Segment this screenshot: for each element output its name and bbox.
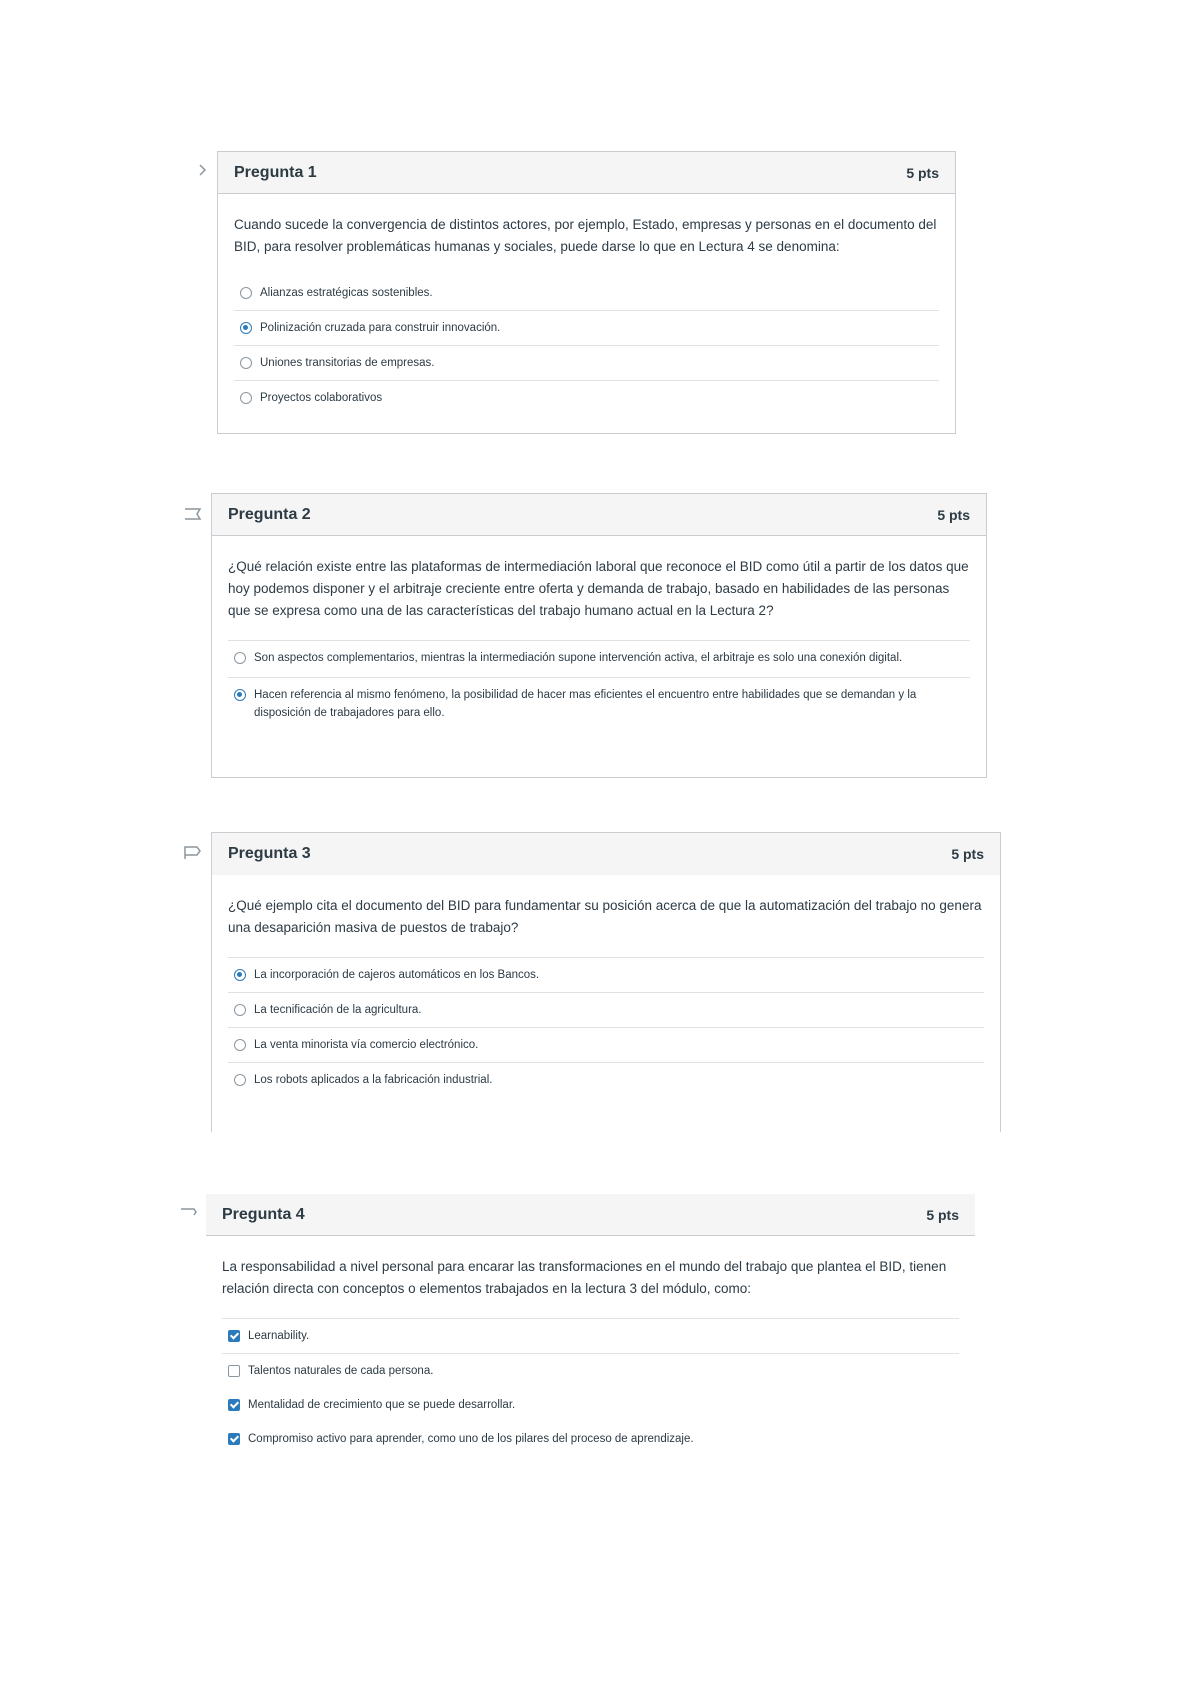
question-2 [211,493,987,778]
radio-button[interactable] [234,1004,246,1016]
radio-button[interactable] [234,652,246,664]
radio-button-selected[interactable] [240,322,252,334]
bookmark-flag-icon[interactable] [198,162,208,178]
answer-list [222,1318,959,1456]
question-text: ¿Qué ejemplo cita el documento del BID para fundamentar su posición acerca de que la automatización del trabajo no genera una desaparición masiva de puestos de trabajo? [228,898,982,935]
answer-option[interactable] [234,381,939,415]
question-1 [217,151,956,434]
checkbox[interactable] [228,1365,240,1377]
answer-label: Mentalidad de crecimiento que se puede desarrollar. [248,1399,516,1411]
answer-option[interactable] [234,276,939,311]
question-points: 5 pts [906,164,939,181]
radio-button-selected[interactable] [234,969,246,981]
question-title: Pregunta 2 [228,505,311,523]
answer-label: Uniones transitorias de empresas. [260,357,435,369]
answer-list [234,276,939,415]
answer-list [228,957,984,1097]
question-title: Pregunta 4 [222,1205,305,1223]
answer-label: Proyectos colaborativos [260,392,383,404]
answer-label: La incorporación de cajeros automáticos en los Bancos. [254,969,540,981]
radio-button[interactable] [240,287,252,299]
radio-button-selected[interactable] [234,689,246,701]
answer-label: Alianzas estratégicas sostenibles. [260,287,433,299]
answer-option[interactable] [228,1063,984,1097]
question-3 [211,832,1001,1132]
answer-option[interactable] [222,1422,959,1456]
answer-option[interactable] [234,311,939,346]
radio-button[interactable] [240,357,252,369]
checkbox-checked[interactable] [228,1399,240,1411]
answer-option[interactable] [222,1388,959,1422]
answer-option[interactable] [222,1319,959,1354]
question-points: 5 pts [937,506,970,523]
radio-button[interactable] [240,392,252,404]
answer-label: Learnability. [248,1330,310,1342]
answer-option[interactable] [222,1354,959,1388]
question-header [212,833,1000,875]
question-text: La responsabilidad a nivel personal para encarar las transformaciones en el mundo del trabajo que plantea el BID, tienen relación directa con conceptos o elementos trabajados en la lectura 3 del módulo, como: [222,1259,947,1296]
answer-label: La venta minorista vía comercio electrónico. [254,1039,479,1051]
checkbox-checked[interactable] [228,1433,240,1445]
answer-list [228,640,970,730]
radio-button[interactable] [234,1074,246,1086]
answer-option[interactable] [228,641,970,678]
bookmark-flag-icon[interactable] [184,845,202,861]
bookmark-flag-icon[interactable] [180,1207,198,1223]
question-text: ¿Qué relación existe entre las plataformas de intermediación laboral que reconoce el BID como útil a partir de los datos que hoy podemos disponer y el arbitraje creciente entre oferta y demanda de trabajo, basado en habilidades de las personas que se expresa como una de las características del trabajo humano actual en la Lectura 2? [228,559,969,618]
checkbox-checked[interactable] [228,1330,240,1342]
answer-label: Talentos naturales de cada persona. [248,1365,434,1377]
question-points: 5 pts [926,1206,959,1223]
question-title: Pregunta 3 [228,845,311,862]
answer-label: Los robots aplicados a la fabricación industrial. [254,1074,493,1086]
answer-label: Compromiso activo para aprender, como uno de los pilares del proceso de aprendizaje. [248,1433,694,1445]
answer-option[interactable] [228,993,984,1028]
question-points: 5 pts [951,846,984,862]
bookmark-flag-icon[interactable] [184,506,202,522]
answer-option[interactable] [228,678,970,730]
answer-label: La tecnificación de la agricultura. [254,1004,422,1016]
answer-label: Son aspectos complementarios, mientras la intermediación supone intervención activa, el arbitraje es solo una conexión digital. [254,652,903,664]
answer-option[interactable] [228,1028,984,1063]
answer-option[interactable] [234,346,939,381]
question-text: Cuando sucede la convergencia de distintos actores, por ejemplo, Estado, empresas y personas en el documento del BID, para resolver problemáticas humanas y sociales, puede darse lo que en Lectura 4 se denomina: [234,217,937,254]
radio-button[interactable] [234,1039,246,1051]
answer-label: Hacen referencia al mismo fenómeno, la posibilidad de hacer mas eficientes el encuentro entre habilidades que se demandan y la disposición de trabajadores para ello. [254,689,917,719]
question-4 [206,1194,975,1464]
question-title: Pregunta 1 [234,163,317,181]
answer-label: Polinización cruzada para construir innovación. [260,322,501,334]
answer-option[interactable] [228,958,984,993]
question-header [206,1194,975,1236]
question-header [212,494,986,536]
question-header [218,152,955,194]
